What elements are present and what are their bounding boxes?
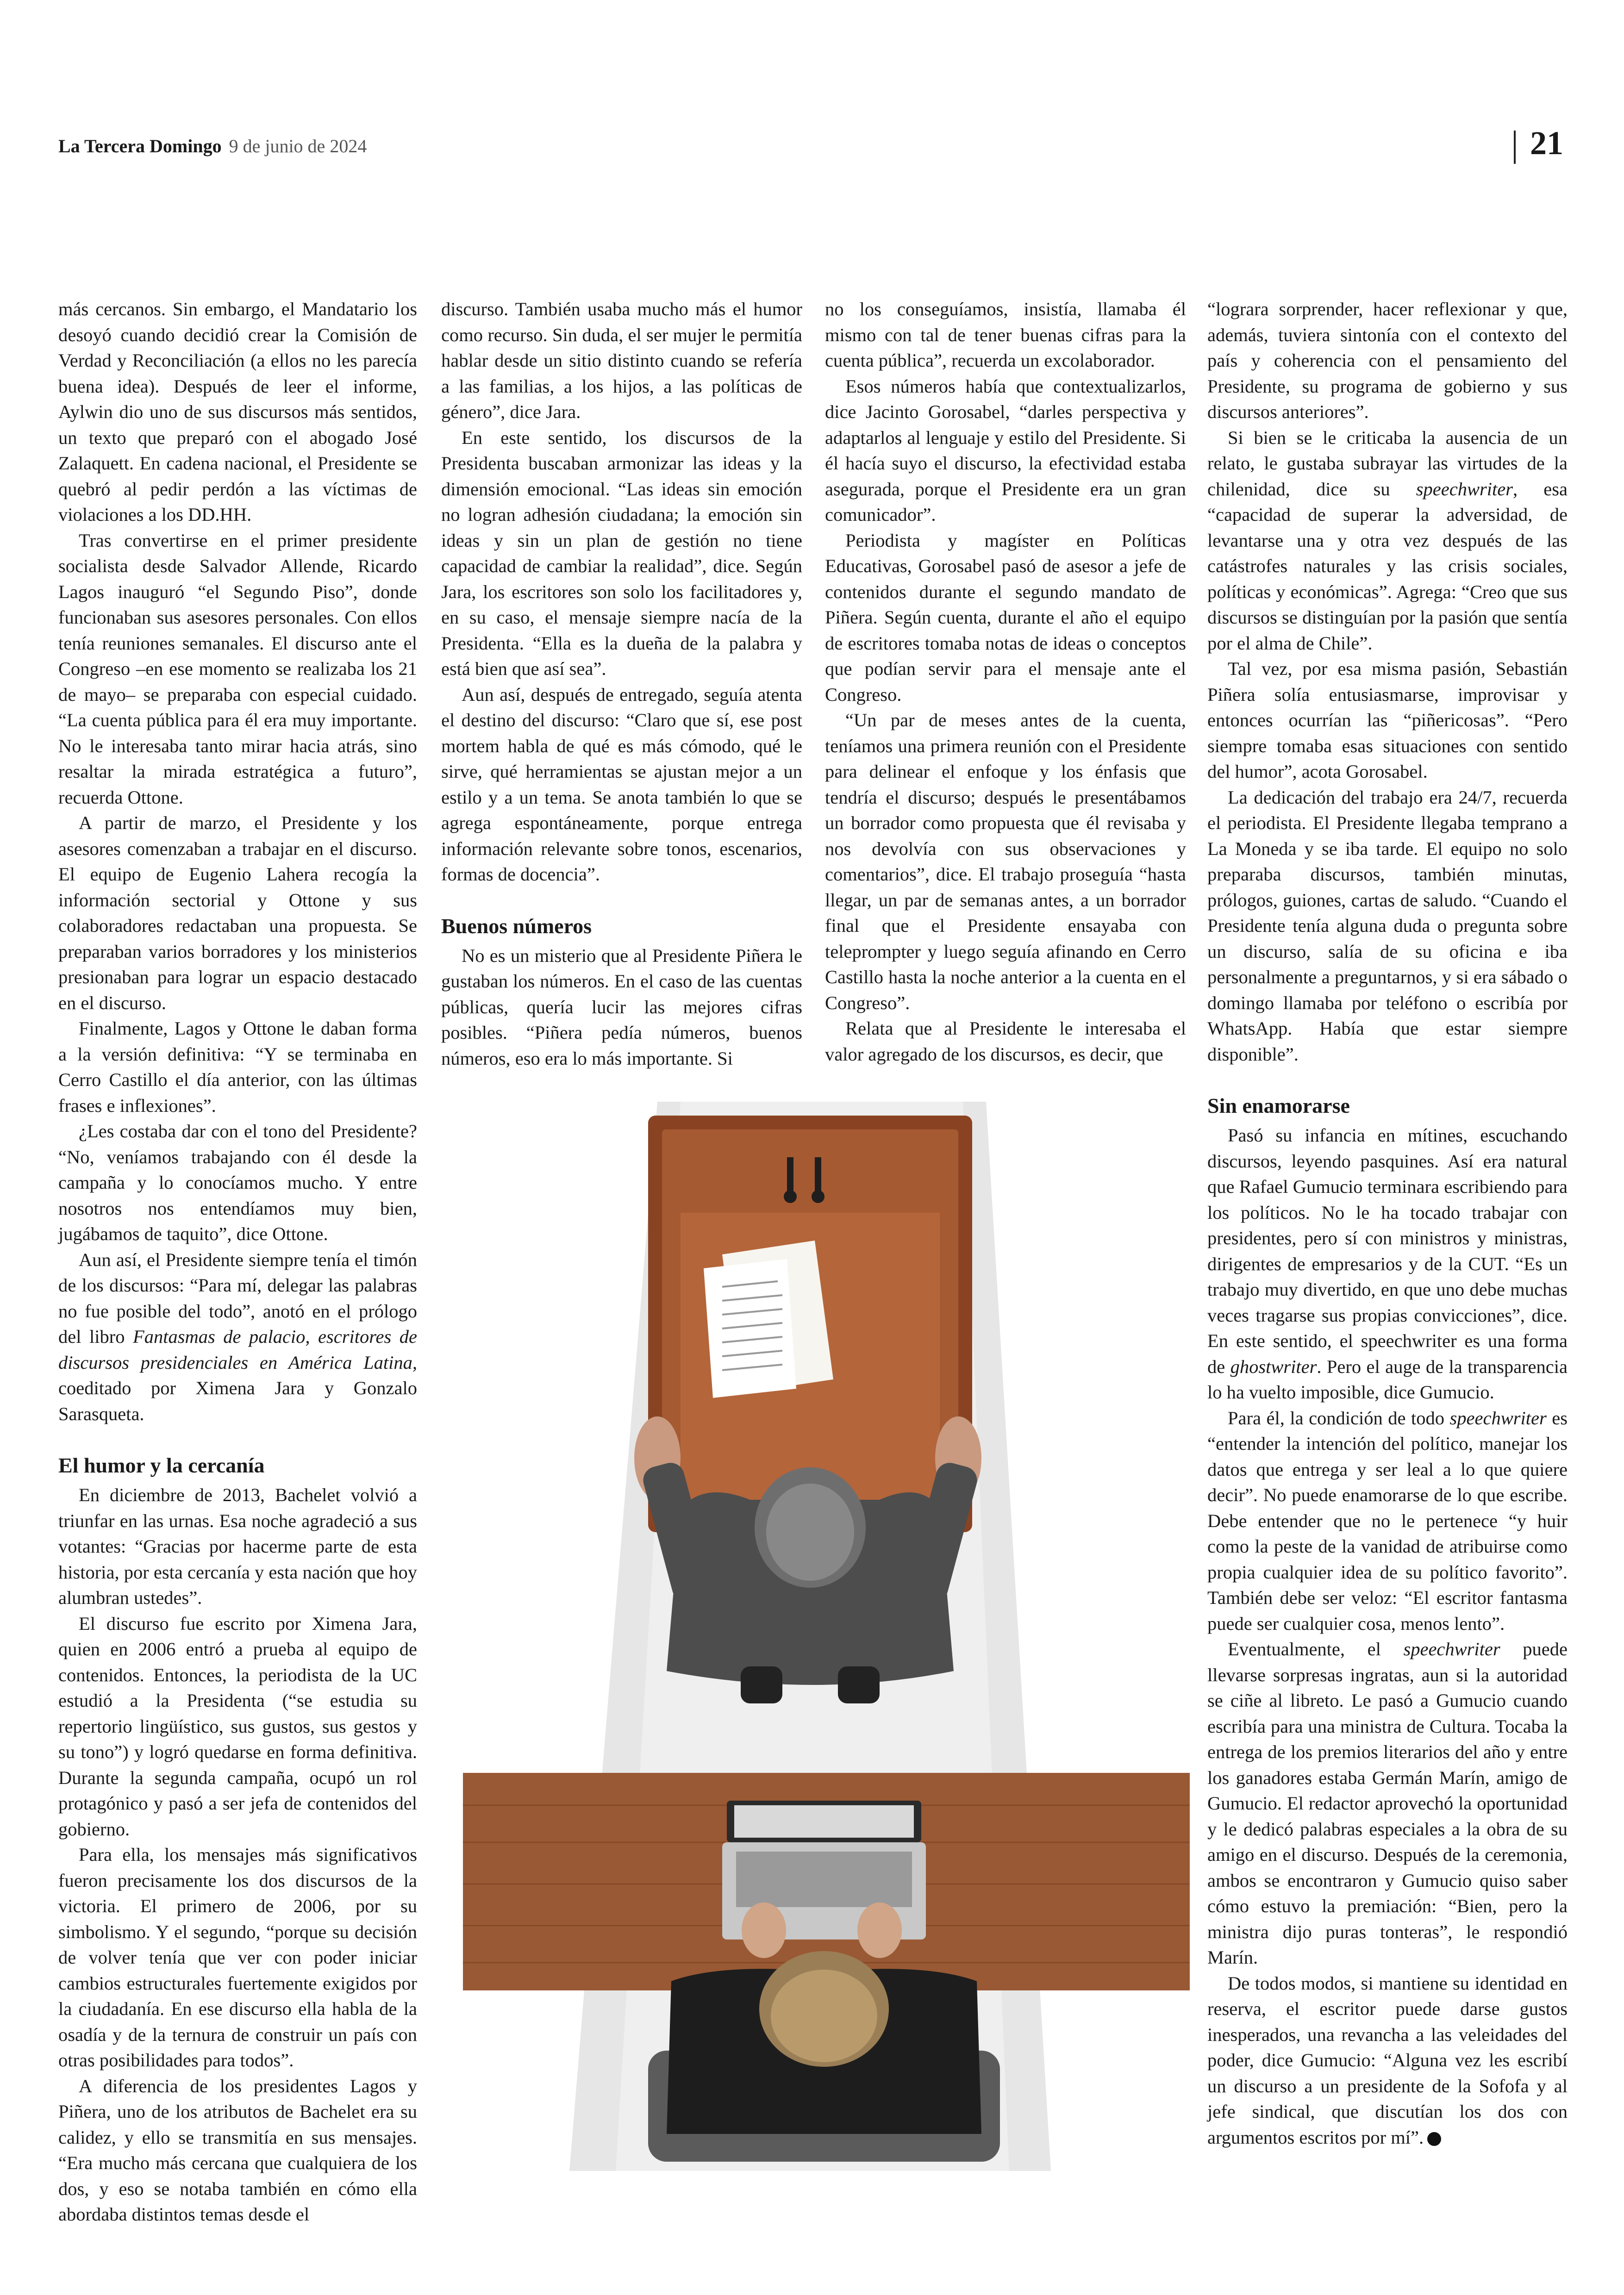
section-heading: El humor y la cercanía xyxy=(58,1453,265,1477)
paragraph: Finalmente, Lagos y Ottone le daban forma a la versión definitiva: “Y se terminaba en Cerro Castillo el día anterior, con las últimas frases e inflexiones”. xyxy=(58,1018,417,1116)
paragraph-text: Pasó su infancia en mítines, escuchando discursos, leyendo pasquines. Así era natural que Rafael Gumucio terminara escribiendo para los políticos. No le ha tocado trabajar con presidentes, pero sí con ministros y ministras, dirigentes de empresarios y de la CUT. “Es un trabajo muy divertido, en que uno debe muchas veces tragarse sus propias convicciones”, dice. En este sentido, el speechwriter es una forma de xyxy=(1207,1125,1568,1377)
paragraph xyxy=(1207,1636,1568,1971)
italic-term: speechwriter xyxy=(1403,1639,1500,1659)
paragraph-text: coeditado por Ximena Jara y Gonzalo Sarasqueta. xyxy=(58,1378,417,1424)
paragraph-text: Aun así, el Presidente siempre tenía el timón de los discursos: “Para mí, delegar las palabras no fue posible del todo”, anotó en el prólogo del libro xyxy=(58,1249,417,1347)
book-title: Fantasmas de palacio, escritores de discursos presidenciales en América Latina, xyxy=(58,1326,417,1373)
paragraph-text: Eventualmente, el xyxy=(1228,1639,1404,1659)
paragraph: “Un par de meses antes de la cuenta, teníamos una primera reunión con el Presidente para delinear el enfoque y los énfasis que tendría el discurso; después le presentábamos un borrador como propuesta que él revisaba y nos devolvía con sus observaciones y comentarios”, dice. El trabajo proseguía “hasta llegar, un par de semanas antes, a un borrador final que el Presidente ensayaba con teleprompter y luego seguía afinando en Cerro Castillo hasta la noche anterior a la cuenta en el Congreso”. xyxy=(825,710,1186,1013)
paragraph: “lograra sorprender, hacer reflexionar y que, además, tuviera sintonía con el contexto del país y coherencia con el pensamiento del Presidente, su programa de gobierno y sus discursos anteriores”. xyxy=(1207,299,1568,422)
paragraph: no los conseguíamos, insistía, llamaba él mismo con tal de tener buenas cifras para la cuenta pública”, recuerda un excolaborador. xyxy=(825,299,1186,371)
paragraph: ¿Les costaba dar con el tono del Presidente? “No, veníamos trabajando con él desde la campaña y lo conocíamos mucho. Y entre nosotros nos entendíamos muy bien, jugábamos de taquito”, dice Ottone. xyxy=(58,1121,417,1244)
paragraph: más cercanos. Sin embargo, el Mandatario los desoyó cuando decidió crear la Comisión de Verdad y Reconciliación (a ellos no les parecía buena idea). Después de leer el informe, Aylwin dio uno de sus discursos más sentidos, un texto que preparó con el abogado José Zalaquett. En cadena nacional, el Presidente se quebró al pedir perdón a las víctimas de violaciones a los DD.HH. xyxy=(58,299,417,525)
paragraph-text: puede llevarse sorpresas ingratas, aun si la autoridad se ciñe al libreto. Le pasó a Gumucio cuando escribía para una ministra de Cultura. Tocaba la entrega de los premios literarios del año y entre los ganadores estaba Germán Marín, amigo de Gumucio. El redactor aprovechó la oportunidad y le dedicó palabras especiales a la obra de su amigo en el discurso. Después de la ceremonia, ambos se encontraron y Gumucio quiso saber cómo estuvo la premiación: “Bien, pero la ministra dijo puras tonteras”, le respondió Marín. xyxy=(1207,1639,1568,1968)
paragraph xyxy=(1207,1971,1568,2151)
paragraph: Aun así, después de entregado, seguía atenta el destino del discurso: “Claro que sí, ese post mortem habla de qué es más cómodo, qué le sirve, qué herramientas se ajustan mejor a un estilo y a un tema. Se anota también lo que se agrega espontáneamente, porque entrega información relevante sobre tonos, escenarios, formas de docencia”. xyxy=(441,684,802,885)
article-column-2 xyxy=(441,296,802,1071)
article-column-3 xyxy=(825,296,1186,1067)
paragraph: En diciembre de 2013, Bachelet volvió a triunfar en las urnas. Esa noche agradeció a sus votantes: “Gracias por hacerme parte de esta historia, por esta cercanía y esta nación que hoy alumbran ustedes”. xyxy=(58,1484,417,1608)
paragraph: discurso. También usaba mucho más el humor como recurso. Sin duda, el ser mujer le permitía hablar desde un sitio distinto cuando se refería a las familias, a los hijos, a las políticas de género”, dice Jara. xyxy=(441,299,802,422)
article-column-1 xyxy=(58,296,417,2227)
paragraph: A partir de marzo, el Presidente y los asesores comenzaban a trabajar en el discurso. El equipo de Eugenio Lahera recogía la información sectorial y Ottone y sus colaboradores redactaban una propuesta. Se preparaban varios borradores y los ministerios presionaban para lograr un espacio destacado en el discurso. xyxy=(58,812,417,1013)
paragraph: Tal vez, por esa misma pasión, Sebastián Piñera solía entusiasmarse, improvisar y entonces ocurrían las “piñericosas”. “Pero siempre tomaba esas situaciones con sentido del humor”, acota Gorosabel. xyxy=(1207,658,1568,782)
publication-name: La Tercera Domingo xyxy=(58,136,222,156)
end-of-article-icon: ◉ xyxy=(1427,2132,1441,2146)
paragraph-text: , esa “capacidad de superar la adversidad, de levantarse una y otra vez después de las catástrofes naturales y las crisis sociales, políticas y económicas”. Agrega: “Creo que sus discursos se distinguían por la pasión que sentía por el alma de Chile”. xyxy=(1207,478,1568,654)
paragraph-text: De todos modos, si mantiene su identidad en reserva, el escritor puede darse gustos inesperados, una revancha a las veleidades del poder, dice Gumucio: “Alguna vez les escribí un discurso a un presidente de la Sofofa y al jefe sindical, que discutían los dos con argumentos escritos por mí”. xyxy=(1207,1972,1568,2148)
paragraph xyxy=(1207,1123,1568,1405)
paragraph: Periodista y magíster en Políticas Educativas, Gorosabel pasó de asesor a jefe de contenidos durante el segundo mandato de Piñera. Según cuenta, durante el año el equipo de escritores tomaba notas de ideas o conceptos que podían servir para el mensaje ante el Congreso. xyxy=(825,530,1186,705)
paragraph xyxy=(58,1247,417,1427)
paragraph: Tras convertirse en el primer presidente socialista desde Salvador Allende, Ricardo Lagos inauguró “el Segundo Piso”, donde funcionaban sus asesores personales. Con ellos tenía reuniones semanales. El discurso ante el Congreso –en ese momento se realizaba los 21 de mayo– se preparaba con especial cuidado. “La cuenta pública para él era muy importante. No le interesaba tanto mirar hacia atrás, sino resaltar la mirada estratégica a futuro”, recuerda Ottone. xyxy=(58,530,417,808)
paragraph: El discurso fue escrito por Ximena Jara, quien en 2006 entró a prueba al equipo de contenidos. Entonces, la periodista de la UC estudió a la Presidenta (“se estudia su repertorio lingüístico, sus gustos, sus gestos y su tono”) y logró quedarse en forma definitiva. Durante la segunda campaña, ocupó un rol protagónico y pasó a ser jefa de contenidos del gobierno. xyxy=(58,1613,417,1840)
paragraph xyxy=(1207,1405,1568,1637)
section-heading: Buenos números xyxy=(441,914,592,938)
publication-date: 9 de junio de 2024 xyxy=(229,136,367,156)
paragraph: La dedicación del trabajo era 24/7, recuerda el periodista. El Presidente llegaba temprano a La Moneda y se iba tarde. El equipo no solo preparaba discursos, también minutas, prólogos, guiones, cartas de saludo. “Cuando el Presidente tenía alguna duda o pregunta sobre un discurso, salía de su oficina e iba personalmente a preguntarnos, y si era sábado o domingo llamaba por teléfono o escribía por WhatsApp. Había que estar siempre disponible”. xyxy=(1207,786,1568,1065)
paragraph: No es un misterio que al Presidente Piñera le gustaban los números. En el caso de las cuentas públicas, quería lucir las mejores cifras posibles. “Piñera pedía números, buenos números, eso era lo más importante. Si xyxy=(441,945,802,1069)
paragraph xyxy=(1207,425,1568,656)
paragraph: Para ella, los mensajes más significativos fueron precisamente los dos discursos de la victoria. El primero de 2006, por su simbolismo. Y el segundo, “porque su decisión de volver tenía que ver con poder iniciar cambios estructurales fuertemente exigidos por la ciudadanía. En ese discurso ella habla de la osadía y de la ternura de construir un país con otras posibilidades para todos”. xyxy=(58,1844,417,2070)
italic-term: ghostwriter xyxy=(1230,1356,1317,1377)
section-heading: Sin enamorarse xyxy=(1207,1094,1350,1117)
italic-term: speechwriter xyxy=(1416,478,1513,499)
paragraph-text: . Pero el auge de la transparencia lo ha vuelto imposible, dice Gumucio. xyxy=(1207,1356,1568,1403)
paragraph-text: es “entender la intención del político, manejar los datos que entrega y ser leal a lo que quiere decir”. No puede enamorarse de lo que escribe. Debe entender que no le pertenece “y huir como la peste de la vanidad de atribuirse como propia cualquier idea de su político favorito”. También debe ser veloz: “El escritor fantasma puede ser cualquier cosa, menos lento”. xyxy=(1207,1407,1568,1634)
paragraph: Relata que al Presidente le interesaba el valor agregado de los discursos, es decir, que xyxy=(825,1018,1186,1065)
italic-term: speechwriter xyxy=(1449,1407,1547,1428)
speechwriter-illustration xyxy=(463,1102,1190,2171)
paragraph-text: Para él, la condición de todo xyxy=(1228,1407,1450,1428)
page-number: 21 xyxy=(1530,125,1563,162)
header-divider xyxy=(1514,131,1516,164)
paragraph: Esos números había que contextualizarlos, dice Jacinto Gorosabel, “darles perspectiva y adaptarlos al lenguaje y estilo del Presidente. Si él hacía suyo el discurso, la efectividad estaba asegurada, porque el Presidente era un gran comunicador”. xyxy=(825,375,1186,525)
paragraph: A diferencia de los presidentes Lagos y Piñera, uno de los atributos de Bachelet era su calidez, y ello se transmitía en sus mensajes. “Era mucho más cercana que cualquiera de los dos, y eso se notaba también en cómo ella abordaba distintos temas desde el xyxy=(58,2075,417,2225)
page-header xyxy=(58,135,367,157)
paragraph-text: Si bien se le criticaba la ausencia de un relato, le gustaba subrayar las virtudes de la chilenidad, dice su xyxy=(1207,427,1568,499)
article-column-4 xyxy=(1207,296,1568,2150)
paragraph: En este sentido, los discursos de la Presidenta buscaban armonizar las ideas y la dimensión emocional. “Las ideas sin emoción no logran adhesión ciudadana; la emoción sin ideas y sin un plan de gestión no tiene capacidad de cambiar la realidad”, dice. Según Jara, los escritores son solo los facilitadores y, en su caso, el mensaje siempre nacía de la Presidenta. “Ella es la dueña de la palabra y está bien que así sea”. xyxy=(441,427,802,679)
